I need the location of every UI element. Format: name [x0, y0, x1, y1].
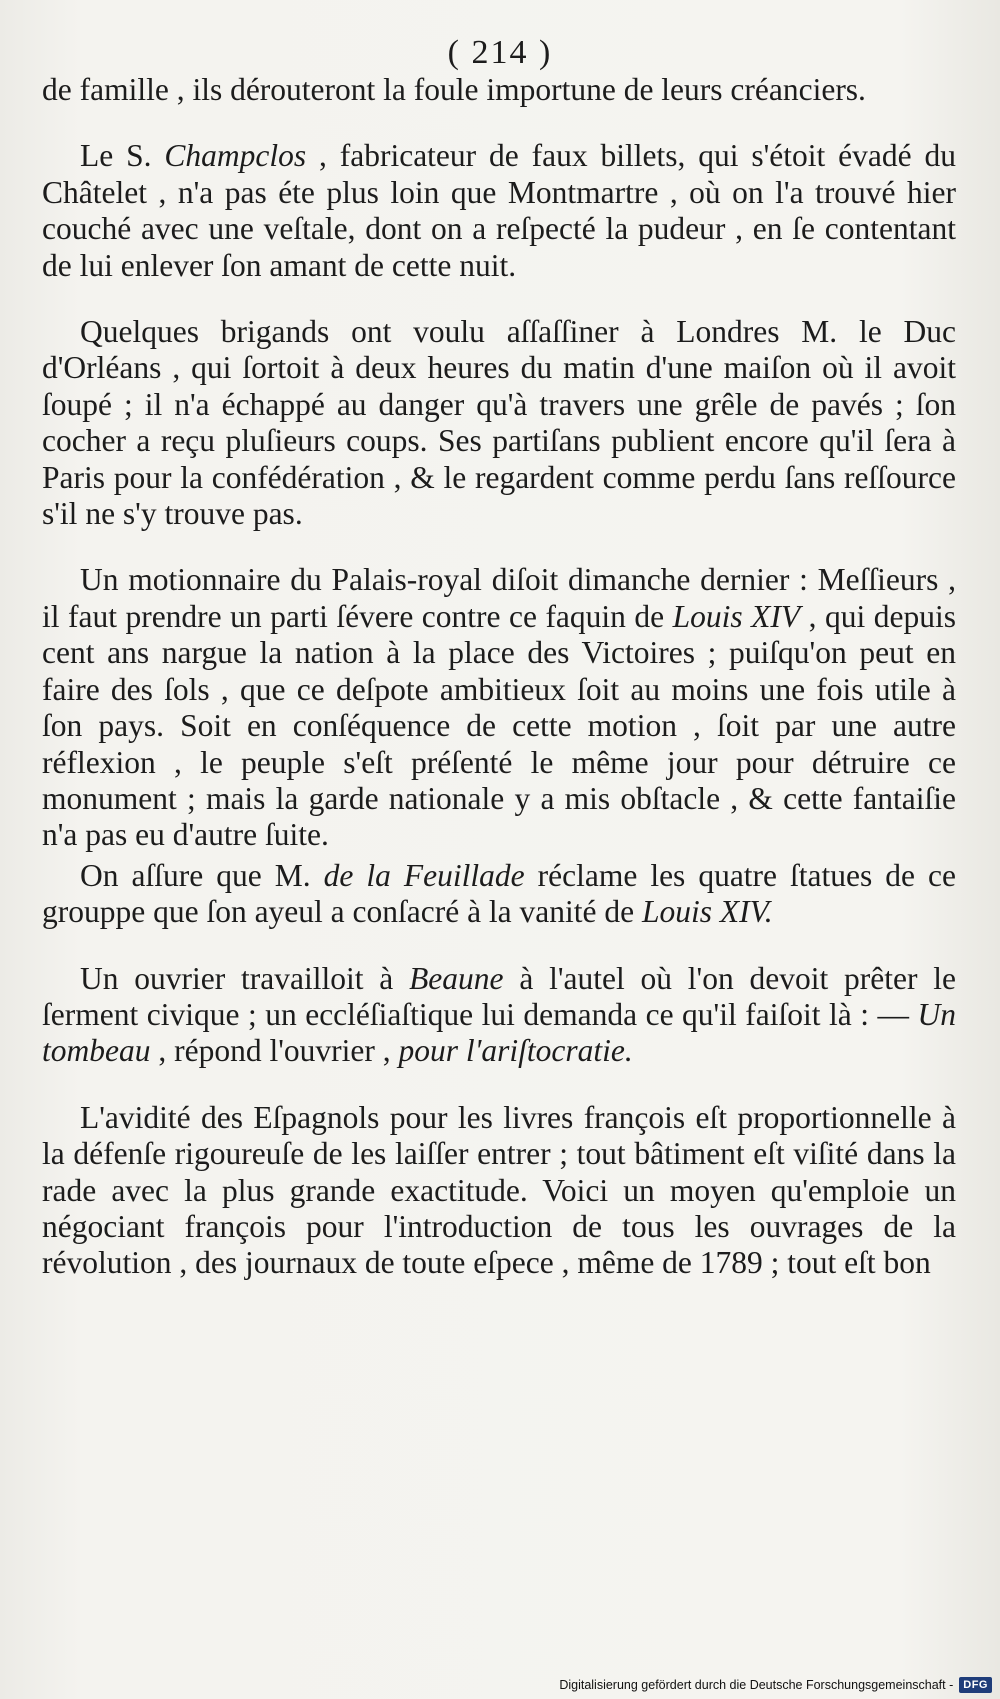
paragraph	[42, 72, 956, 108]
italic-text-run: Champclos	[164, 138, 307, 174]
paragraph	[42, 1100, 956, 1282]
text-run: de famille , ils dérouteront la foule importune de leurs créanciers.	[42, 72, 866, 107]
italic-text-run: pour l'ariſtocratie.	[398, 1033, 633, 1069]
dfg-logo-icon: DFG	[959, 1677, 992, 1693]
italic-text-run: Beaune	[409, 960, 504, 996]
text-run: Un ouvrier travailloit à	[80, 960, 410, 996]
page-text	[42, 72, 956, 1282]
paragraph	[42, 138, 956, 284]
footer-text: Digitalisierung gefördert durch die Deutsche Forschungsgemeinschaft -	[559, 1678, 954, 1692]
text-run: Un motionnaire du Palais-royal diſoit dimanche dernier : Meſſieurs , il faut prendre un parti ſévere contre ce faquin de	[42, 562, 956, 634]
text-run: L'avidité des Eſpagnols pour les livres françois eſt proportionnelle à la défenſe rigoureuſe de les laiſſer entrer ; tout bâtiment eſt viſité dans la rade avec la plus grande exactitude. Voici un moyen qu'emploie un négociant françois pour l'introduction de tous les ouvrages de la révolution , des journaux de toute eſpece , même de 1789 ; tout eſt bon	[42, 1099, 956, 1281]
text-run: Quelques brigands ont voulu aſſaſſiner à Londres M. le Duc d'Orléans , qui ſortoit à deux heures du matin d'une maiſon où il avoit ſoupé ; il n'a échappé au danger qu'à travers une grêle de pavés ; ſon cocher a reçu pluſieurs coups. Ses partiſans publient encore qu'il ſera à Paris pour la confédération , & le regardent comme perdu ſans reſſource s'il ne s'y trouve pas.	[42, 314, 956, 532]
text-run: , fabricateur de faux billets, qui s'étoit évadé du Châtelet , n'a pas éte plus loin que Montmartre , où on l'a trouvé hier couché avec une veſtale, dont on a reſpecté la pudeur , en ſe contentant de lui enlever ſon amant de cette nuit.	[42, 138, 956, 283]
text-run: On aſſure que M.	[80, 857, 324, 893]
italic-text-run: Louis XIV.	[641, 894, 773, 930]
italic-text-run: de la Feuillade	[323, 857, 525, 893]
text-run: à l'autel où l'on devoit prêter le ſerment civique ; un eccléſiaſtique lui demanda ce qu'il faiſoit là : —	[42, 960, 957, 1032]
paragraph	[42, 314, 956, 532]
paragraph	[42, 562, 956, 853]
paragraph	[42, 858, 956, 931]
text-run: réclame les quatre ſtatues de ce grouppe que ſon ayeul a conſacré à la vanité de	[42, 857, 956, 930]
page-number: ( 214 )	[447, 34, 553, 71]
italic-text-run: Louis XIV	[672, 598, 801, 634]
paragraph	[42, 961, 956, 1070]
text-run: Le S.	[80, 138, 165, 174]
italic-text-run: Un tombeau	[42, 996, 956, 1069]
digitization-credit	[559, 1677, 992, 1693]
text-run: , répond l'ouvrier ,	[150, 1033, 399, 1069]
text-run: , qui depuis cent ans nargue la nation à la place des Victoires ; puiſqu'on peut en faire des ſols , que ce deſpote ambitieux ſoit au moins une fois utile à ſon pays. Soit en conſéquence de cette motion , ſoit par une autre réflexion , le peuple s'eſt préſenté le même jour pour détruire ce monument ; mais la garde nationale y a mis obſtacle , & cette fantaiſie n'a pas eu d'autre ſuite.	[42, 598, 956, 853]
